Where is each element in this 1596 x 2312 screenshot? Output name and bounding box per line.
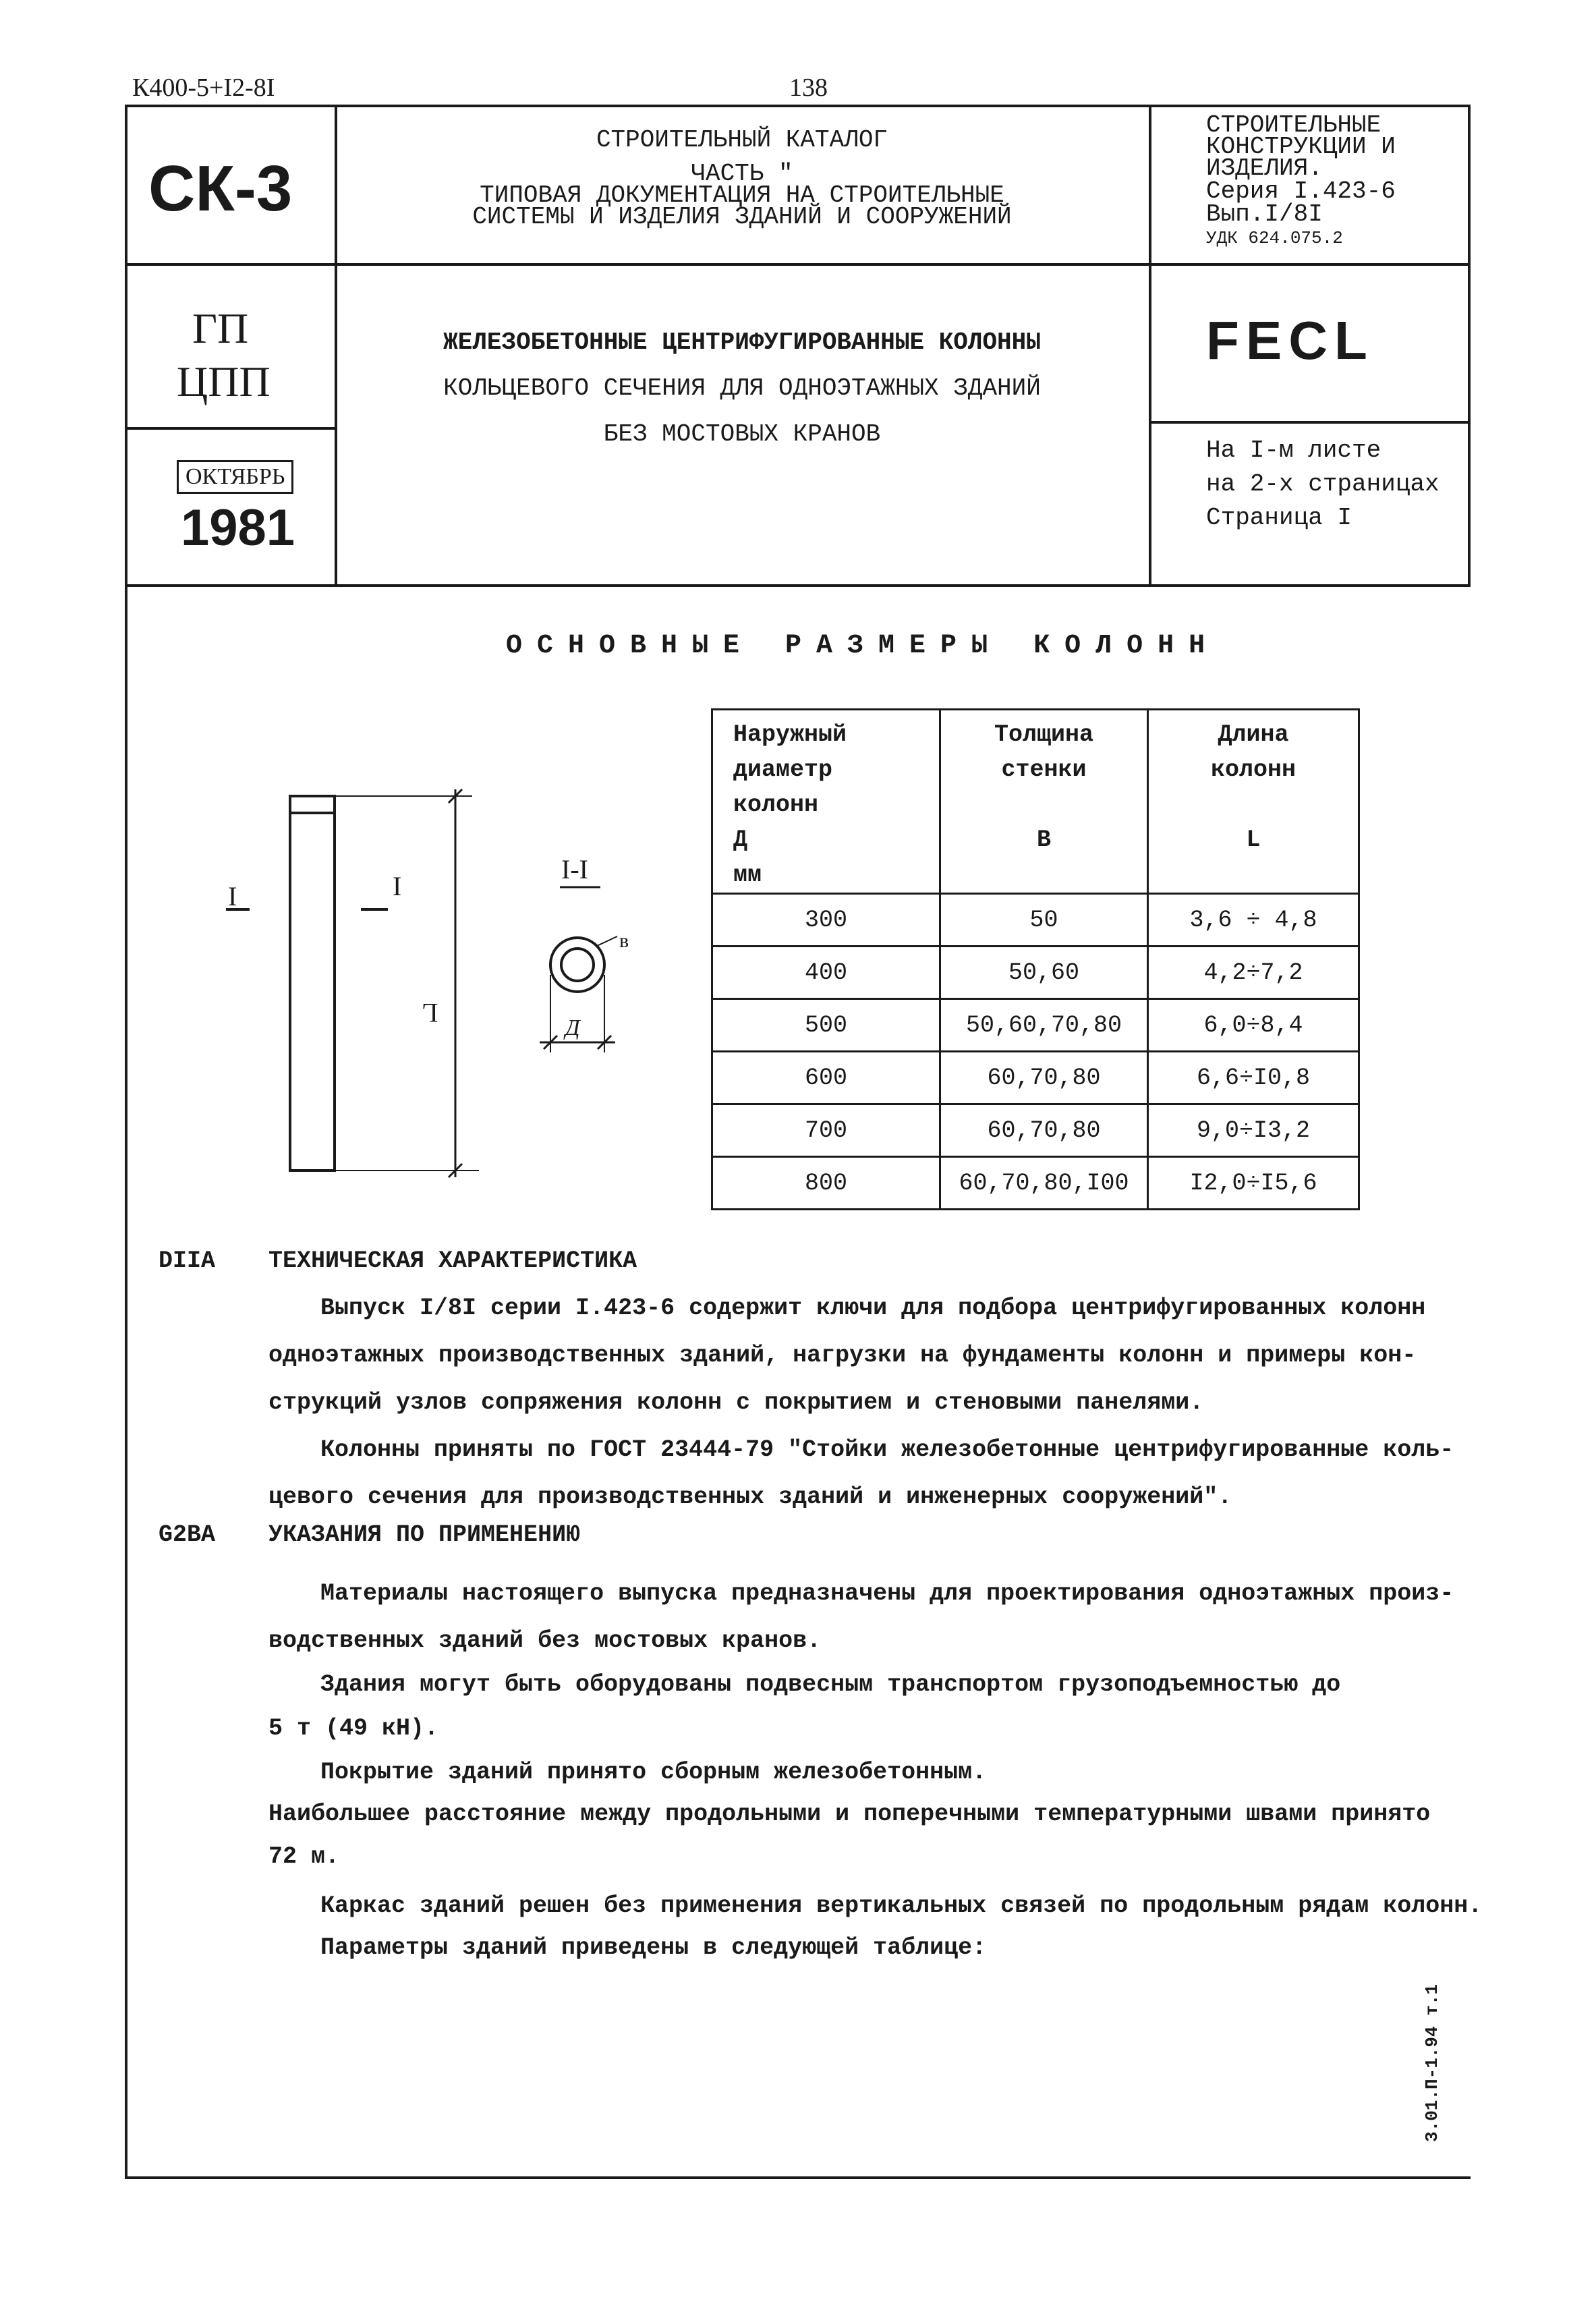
frame-left-line — [125, 105, 127, 2179]
header-divider-right — [1149, 105, 1151, 587]
section2-line8: Каркас зданий решен без применения вертикальных связей по продольным рядам колонн. — [320, 1892, 1483, 1919]
cell-thickness: 50,60 — [940, 947, 1148, 999]
column-sizes-table — [711, 708, 1360, 1210]
section2-line9: Параметры зданий приведены в следующей таблице: — [320, 1934, 987, 1961]
ring-section-inner — [561, 949, 594, 981]
table-header-row — [712, 710, 1359, 894]
org-name-line1: ГП — [192, 304, 249, 352]
year: 1981 — [181, 499, 295, 557]
section2-line1: Материалы настоящего выпуска предназначены для проектирования одноэтажных произ- — [320, 1580, 1454, 1607]
side-stamp: 3.01.П-1.94 т.1 — [1422, 1983, 1442, 2142]
catalog-code: СК-3 — [148, 152, 293, 225]
section2-line7: 72 м. — [268, 1843, 340, 1870]
cell-length: 6,6÷I0,8 — [1148, 1052, 1359, 1104]
catalog-header-line2: ЧАСТЬ " — [691, 160, 793, 188]
right-block-line — [1149, 421, 1471, 424]
doc-title-line3: БЕЗ МОСТОВЫХ КРАНОВ — [603, 420, 881, 448]
section-label: I-I — [561, 854, 588, 884]
cell-thickness: 60,70,80 — [940, 1052, 1148, 1104]
length-label: L — [422, 998, 438, 1028]
section1-code: DIIA — [159, 1247, 216, 1274]
section-title: ОСНОВНЫЕ РАЗМЕРЫ КОЛОНН — [506, 631, 1220, 661]
catalog-header-line4: СИСТЕМЫ И ИЗДЕЛИЯ ЗДАНИЙ И СООРУЖЕНИЙ — [472, 203, 1012, 231]
section1-line3: струкций узлов сопряжения колонн с покрытием и стеновыми панелями. — [268, 1389, 1204, 1416]
cell-diameter: 400 — [712, 947, 940, 999]
section1-line2: одноэтажных производственных зданий, нагрузки на фундаменты колонн и примеры кон- — [268, 1342, 1417, 1369]
catalog-header-line1: СТРОИТЕЛЬНЫЙ КАТАЛОГ — [596, 126, 888, 154]
sheet-info-line1: На I-м листе — [1206, 436, 1381, 464]
cell-length: 4,2÷7,2 — [1148, 947, 1359, 999]
section1-line5: цевого сечения для производственных зданий и инженерных сооружений". — [268, 1484, 1232, 1511]
cell-thickness: 60,70,80,I00 — [940, 1157, 1148, 1210]
document-code: К400-5+I2-8I — [132, 74, 275, 102]
table-row — [712, 999, 1359, 1052]
cell-length: 6,0÷8,4 — [1148, 999, 1359, 1052]
cell-thickness: 50 — [940, 894, 1148, 947]
section2-line2: водственных зданий без мостовых кранов. — [268, 1627, 822, 1654]
sheet-info-line3: Страница I — [1206, 504, 1352, 532]
header-length: Длина колонн L — [1148, 710, 1359, 894]
section1-line1: Выпуск I/8I серии I.423-6 содержит ключи для подбора центрифугированных колонн — [320, 1295, 1426, 1322]
header-row-line — [125, 263, 1471, 266]
doc-title-line1: ЖЕЛЕЗОБЕТОННЫЕ ЦЕНТРИФУГИРОВАННЫЕ КОЛОННЫ — [443, 329, 1041, 356]
section2-line6: Наибольшее расстояние между продольными и поперечными температурными швами принято — [268, 1801, 1431, 1828]
page-bottom-line — [125, 2176, 1471, 2179]
cell-diameter: 500 — [712, 999, 940, 1052]
series-line4: Серия I.423-6 — [1206, 177, 1396, 205]
column-drawing — [202, 769, 641, 1187]
wall-thickness-label: в — [619, 930, 629, 952]
section-mark-left: I — [228, 881, 237, 911]
cell-diameter: 600 — [712, 1052, 940, 1104]
section2-title: УКАЗАНИЯ ПО ПРИМЕНЕНИЮ — [268, 1521, 581, 1548]
column-elevation — [290, 796, 335, 1171]
diameter-label: Д — [565, 1015, 580, 1040]
section2-code: G2BA — [159, 1521, 216, 1548]
cell-thickness: 60,70,80 — [940, 1104, 1148, 1157]
section1-title: ТЕХНИЧЕСКАЯ ХАРАКТЕРИСТИКА — [268, 1247, 637, 1274]
section-mark-right: I — [393, 871, 402, 901]
header-thickness: Толщина стенки В — [940, 710, 1148, 894]
catalog-header-line3: ТИПОВАЯ ДОКУМЕНТАЦИЯ НА СТРОИТЕЛЬНЫЕ — [480, 181, 1004, 209]
cell-diameter: 700 — [712, 1104, 940, 1157]
table-row — [712, 1104, 1359, 1157]
header-bottom-line — [125, 584, 1471, 587]
left-block-line — [125, 427, 337, 430]
cell-diameter: 800 — [712, 1157, 940, 1210]
series-line3: ИЗДЕЛИЯ. — [1206, 154, 1323, 182]
series-line1: СТРОИТЕЛЬНЫЕ — [1206, 111, 1381, 139]
cell-length: 3,6 ÷ 4,8 — [1148, 894, 1359, 947]
series-line5: Вып.I/8I — [1206, 200, 1323, 228]
table-row — [712, 1157, 1359, 1210]
table-row — [712, 894, 1359, 947]
series-line6: УДК 624.075.2 — [1206, 228, 1343, 248]
page-number: 138 — [789, 74, 828, 102]
doc-title-line2: КОЛЬЦЕВОГО СЕЧЕНИЯ ДЛЯ ОДНОЭТАЖНЫХ ЗДАНИЙ — [443, 374, 1041, 402]
header-diameter: Наружный диаметр колонн Д мм — [712, 710, 940, 894]
frame-right-line — [1468, 105, 1471, 587]
month-stamp: ОКТЯБРЬ — [177, 460, 293, 494]
table-row — [712, 947, 1359, 999]
cell-thickness: 50,60,70,80 — [940, 999, 1148, 1052]
sheet-info-line2: на 2-х страницах — [1206, 470, 1440, 498]
cell-length: 9,0÷I3,2 — [1148, 1104, 1359, 1157]
section2-line5: Покрытие зданий принято сборным железобетонным. — [320, 1759, 987, 1786]
section1-line4: Колонны приняты по ГОСТ 23444-79 "Стойки железобетонные центрифугированные коль- — [320, 1436, 1454, 1463]
cell-length: I2,0÷I5,6 — [1148, 1157, 1359, 1210]
series-line2: КОНСТРУКЦИИ И — [1206, 133, 1396, 161]
section2-line4: 5 т (49 кН). — [268, 1715, 439, 1742]
classification-code: FECL — [1206, 310, 1374, 370]
ring-section-outer — [550, 938, 604, 992]
section2-line3: Здания могут быть оборудованы подвесным транспортом грузоподъемностью до — [320, 1671, 1341, 1698]
frame-top-line — [125, 105, 1471, 107]
table-row — [712, 1052, 1359, 1104]
org-name-line2: ЦПП — [177, 358, 270, 405]
cell-diameter: 300 — [712, 894, 940, 947]
